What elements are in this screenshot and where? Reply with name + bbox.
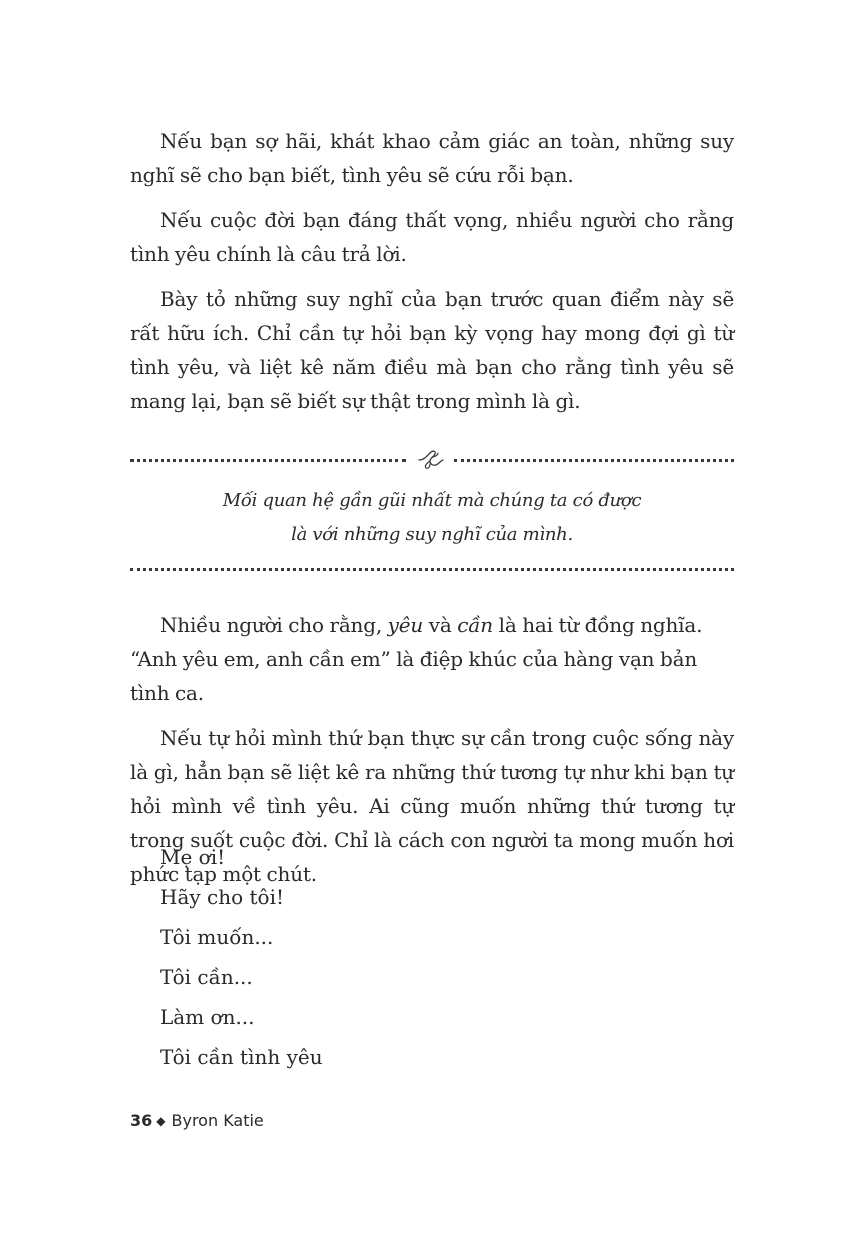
page-footer (130, 1110, 264, 1133)
quote-line-1: Mối quan hệ gần gũi nhất mà chúng ta có được (222, 490, 642, 511)
synonym-text-3: là hai từ đồng nghĩa. “Anh yêu em, anh cần em” là điệp khúc của hàng vạn bản tình ca. (130, 613, 703, 705)
word-love: yêu (387, 613, 424, 637)
synonym-text-1: Nhiều người cho rằng, (160, 613, 388, 637)
quote-line-2: là với những suy nghĩ của mình. (291, 524, 573, 545)
short-line: Tôi cần tình yêu (160, 1045, 323, 1069)
quote-text (130, 484, 734, 552)
paragraph-fear: Nếu bạn sợ hãi, khát khao cảm giác an toàn, những suy nghĩ sẽ cho bạn biết, tình yêu sẽ cứu rỗi bạn. (130, 129, 734, 187)
author-name: Byron Katie (171, 1111, 264, 1130)
short-line: Làm ơn... (160, 1005, 255, 1029)
short-line: Mẹ ơi! (160, 845, 226, 869)
pull-quote (130, 446, 734, 576)
flourish-ornament-icon (416, 446, 446, 474)
divider-bottom (130, 568, 734, 571)
page-number: 36 (130, 1111, 153, 1130)
short-line: Tôi cần... (160, 965, 253, 989)
short-line: Tôi muốn... (160, 925, 274, 949)
word-need: cần (457, 613, 493, 637)
footer-separator-icon: ◆ (156, 1114, 166, 1128)
paragraph-disappointment: Nếu cuộc đời bạn đáng thất vọng, nhiều người cho rằng tình yêu chính là câu trả lời. (130, 208, 734, 266)
paragraph-needs: Nếu tự hỏi mình thứ bạn thực sự cần trong cuộc sống này là gì, hẳn bạn sẽ liệt kê ra những thứ tương tự như khi bạn tự hỏi mình về tình yêu. Ai cũng muốn những thứ tương tự trong suốt cuộc đời. Chỉ là cách con người ta mong muốn hơi phức tạp một chút. (130, 726, 734, 886)
synonym-text-2: và (423, 613, 458, 637)
body-text-top (130, 124, 734, 418)
paragraph-express-thoughts: Bày tỏ những suy nghĩ của bạn trước quan điểm này sẽ rất hữu ích. Chỉ cần tự hỏi bạn kỳ vọng hay mong đợi gì từ tình yêu, và liệt kê năm điều mà bạn cho rằng tình yêu sẽ mang lại, bạn sẽ biết sự thật trong mình là gì. (130, 287, 734, 413)
short-line: Hãy cho tôi! (160, 885, 285, 909)
divider-top-right (454, 459, 734, 462)
short-lines-list (160, 837, 323, 1077)
paragraph-synonyms (130, 608, 734, 710)
divider-top-left (130, 459, 406, 462)
